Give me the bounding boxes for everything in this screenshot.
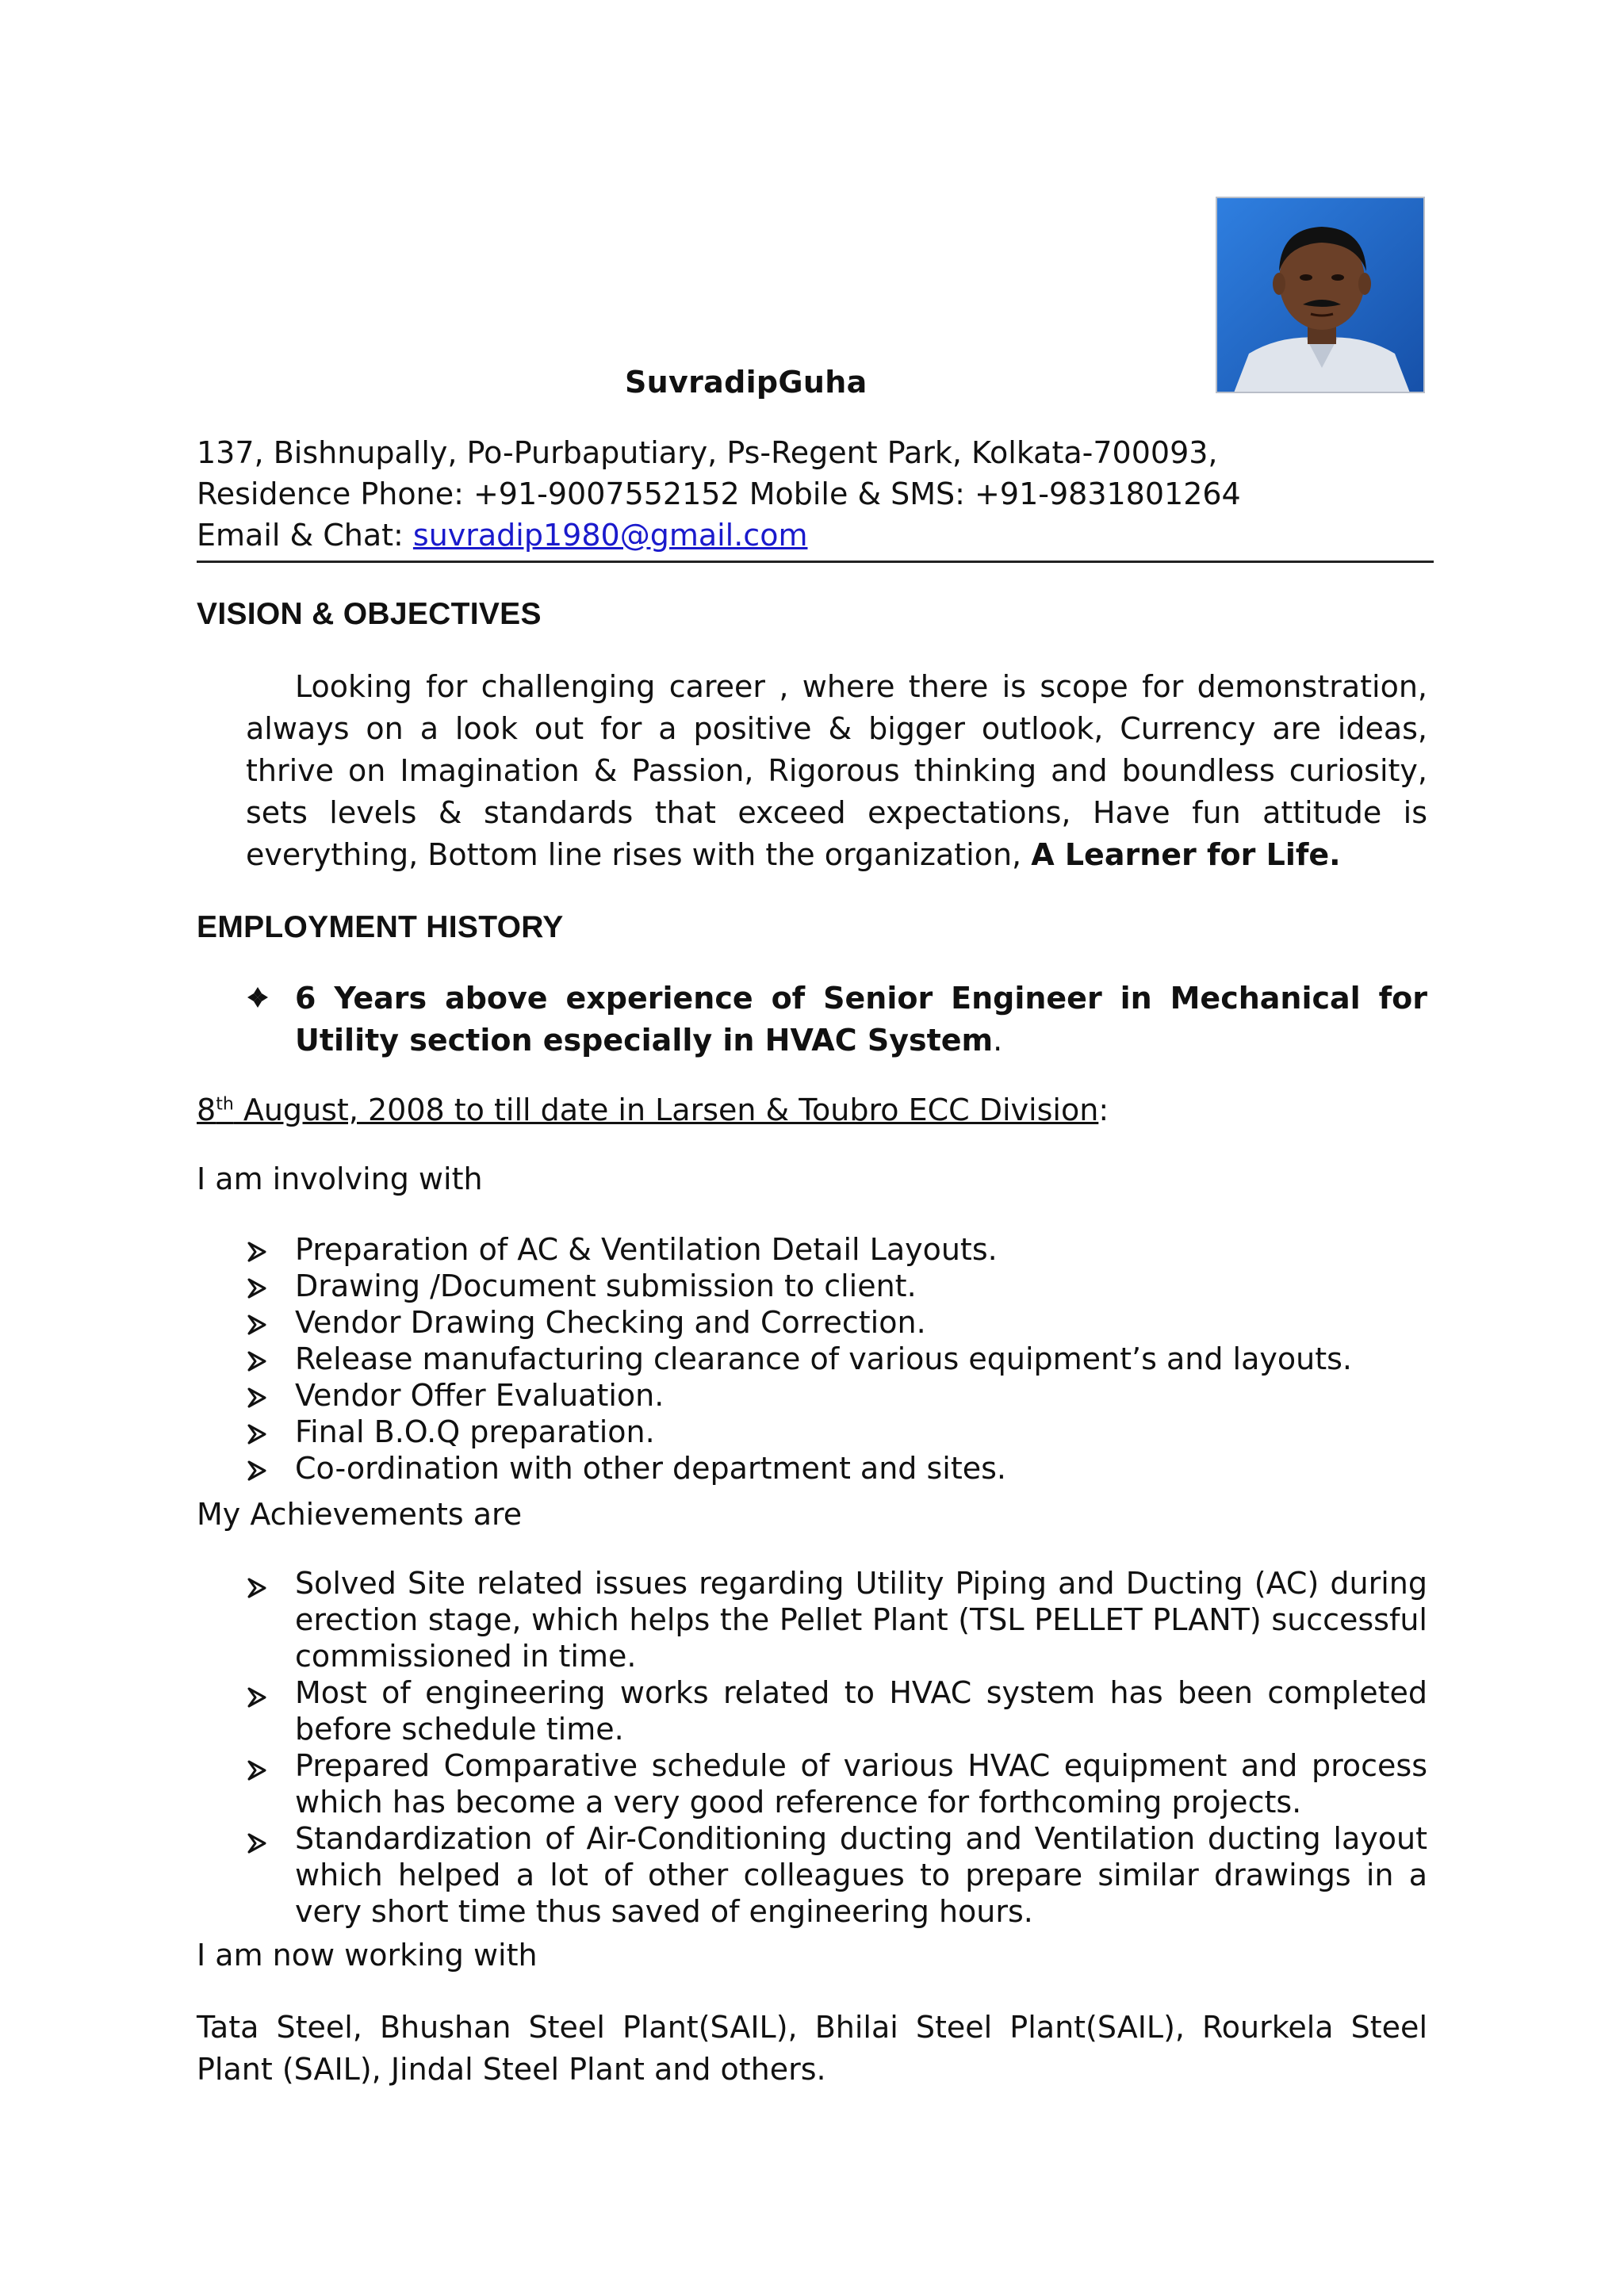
email-line: [197, 517, 807, 553]
involving-item: Vendor Offer Evaluation.: [295, 1378, 665, 1413]
email-label: Email & Chat:: [197, 518, 413, 553]
date-day: 8: [197, 1093, 216, 1127]
achievement-line: which has become a very good reference for forthcoming projects.: [295, 1785, 1302, 1820]
experience-highlight-text: Utility section especially in HVAC System: [295, 1023, 994, 1058]
involving-item: Final B.O.Q preparation.: [295, 1414, 655, 1449]
arrowhead-bullet-icon: [247, 1760, 266, 1781]
arrowhead-bullet-icon: [247, 1833, 266, 1854]
experience-highlight-period: .: [993, 1023, 1003, 1058]
involving-item: Co-ordination with other department and sites.: [295, 1451, 1007, 1486]
employment-period: [197, 1092, 1109, 1128]
achievement-line: which helped a lot of other colleagues to prepare similar drawings in a: [295, 1858, 1427, 1892]
employment-heading: EMPLOYMENT HISTORY: [197, 910, 564, 944]
vision-last-text: everything, Bottom line rises with the organization,: [246, 837, 1032, 872]
diamond-bullet-icon: [246, 985, 270, 1009]
arrowhead-bullet-icon: [247, 1687, 266, 1708]
vision-tagline: A Learner for Life.: [1031, 837, 1341, 872]
arrowhead-bullet-icon: [247, 1460, 266, 1481]
working-line-2: Plant (SAIL), Jindal Steel Plant and others.: [197, 2052, 826, 2087]
vision-line-1: Looking for challenging career , where there is scope for demonstration,: [295, 669, 1427, 704]
achievement-line: Solved Site related issues regarding Utility Piping and Ducting (AC) during: [295, 1566, 1427, 1601]
achievement-line: erection stage, which helps the Pellet Plant (TSL PELLET PLANT) successful: [295, 1602, 1427, 1637]
profile-photo-image: [1217, 198, 1425, 393]
achievement-line: commissioned in time.: [295, 1639, 637, 1674]
experience-highlight-line-1: 6 Years above experience of Senior Engineer in Mechanical for: [295, 981, 1427, 1016]
arrowhead-bullet-icon: [247, 1351, 266, 1372]
candidate-name: SuvradipGuha: [625, 365, 868, 400]
date-rest: August, 2008 to till date in Larsen & Toubro ECC Division: [233, 1093, 1099, 1127]
date-suffix: th: [216, 1094, 234, 1115]
achievement-line: Standardization of Air-Conditioning ducting and Ventilation ducting layout: [295, 1821, 1427, 1856]
profile-photo: [1216, 197, 1425, 393]
arrowhead-bullet-icon: [247, 1242, 266, 1262]
experience-highlight-line-2: [295, 1020, 1002, 1062]
involving-item: Vendor Drawing Checking and Correction.: [295, 1305, 926, 1340]
arrowhead-bullet-icon: [247, 1314, 266, 1335]
arrowhead-bullet-icon: [247, 1424, 266, 1445]
vision-heading: VISION & OBJECTIVES: [197, 597, 542, 631]
involving-item: Drawing /Document submission to client.: [295, 1269, 917, 1303]
achievement-line: Most of engineering works related to HVAC system has been completed: [295, 1675, 1427, 1710]
arrowhead-bullet-icon: [247, 1387, 266, 1408]
employment-period-text: [197, 1093, 1098, 1127]
involving-item: Release manufacturing clearance of various equipment’s and layouts.: [295, 1341, 1352, 1376]
achievement-line: before schedule time.: [295, 1712, 624, 1747]
achievements-intro: My Achievements are: [197, 1497, 523, 1532]
date-colon: :: [1098, 1093, 1109, 1127]
achievement-line: very short time thus saved of engineering hours.: [295, 1894, 1033, 1929]
address-line: 137, Bishnupally, Po-Purbaputiary, Ps-Regent Park, Kolkata-700093,: [197, 435, 1218, 470]
arrowhead-bullet-icon: [247, 1578, 266, 1598]
involving-intro: I am involving with: [197, 1161, 483, 1196]
achievement-line: Prepared Comparative schedule of various HVAC equipment and process: [295, 1748, 1427, 1783]
working-line-1: Tata Steel, Bhushan Steel Plant(SAIL), Bhilai Steel Plant(SAIL), Rourkela Steel: [197, 2010, 1427, 2045]
vision-line-5: [246, 834, 1341, 876]
vision-line-4: sets levels & standards that exceed expectations, Have fun attitude is: [246, 795, 1427, 830]
involving-item: Preparation of AC & Ventilation Detail Layouts.: [295, 1232, 998, 1267]
header-divider: [197, 561, 1434, 563]
phone-line: Residence Phone: +91-9007552152 Mobile & SMS: +91-9831801264: [197, 476, 1241, 511]
working-intro: I am now working with: [197, 1938, 538, 1973]
vision-line-3: thrive on Imagination & Passion, Rigorous thinking and boundless curiosity,: [246, 753, 1427, 788]
vision-line-2: always on a look out for a positive & bigger outlook, Currency are ideas,: [246, 711, 1427, 746]
email-link[interactable]: suvradip1980@gmail.com: [412, 518, 808, 553]
arrowhead-bullet-icon: [247, 1278, 266, 1299]
